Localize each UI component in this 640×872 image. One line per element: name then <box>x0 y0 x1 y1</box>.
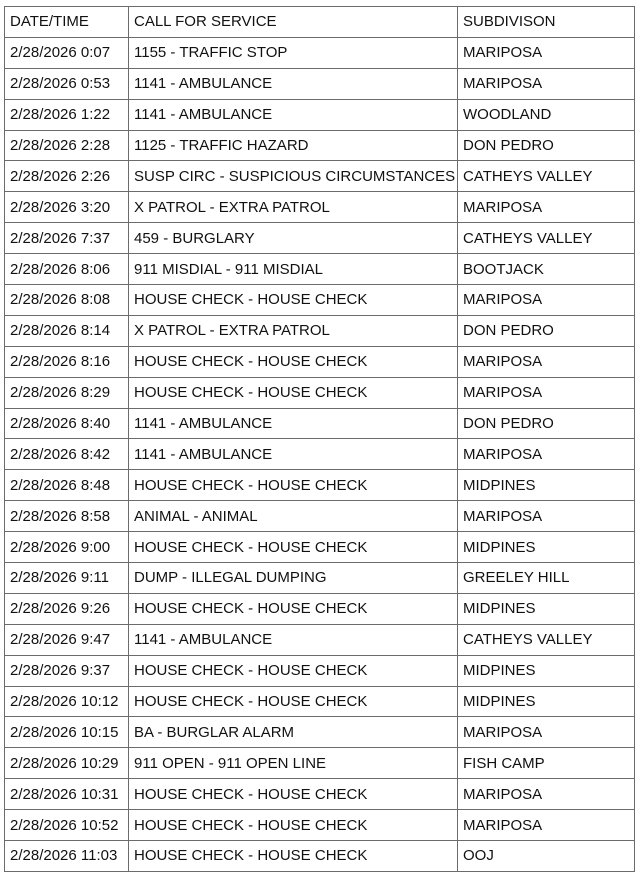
cell-subdivision: MARIPOSA <box>458 68 635 99</box>
cell-date-time: 2/28/2026 0:53 <box>5 68 129 99</box>
table-row <box>5 254 635 285</box>
cell-call-for-service: HOUSE CHECK - HOUSE CHECK <box>129 377 458 408</box>
cell-date-time: 2/28/2026 8:08 <box>5 285 129 316</box>
cell-subdivision: MARIPOSA <box>458 285 635 316</box>
cell-call-for-service: HOUSE CHECK - HOUSE CHECK <box>129 285 458 316</box>
table-row <box>5 377 635 408</box>
cell-subdivision: MIDPINES <box>458 470 635 501</box>
table-row <box>5 624 635 655</box>
cell-subdivision: BOOTJACK <box>458 254 635 285</box>
table-row <box>5 192 635 223</box>
table-row <box>5 717 635 748</box>
cell-date-time: 2/28/2026 9:26 <box>5 593 129 624</box>
cell-subdivision: CATHEYS VALLEY <box>458 161 635 192</box>
cell-subdivision: MARIPOSA <box>458 37 635 68</box>
table-row <box>5 315 635 346</box>
table-row <box>5 161 635 192</box>
cell-date-time: 2/28/2026 10:12 <box>5 686 129 717</box>
header-subdivision: SUBDIVISON <box>458 7 635 38</box>
cell-date-time: 2/28/2026 10:31 <box>5 779 129 810</box>
cell-date-time: 2/28/2026 8:42 <box>5 439 129 470</box>
cell-call-for-service: HOUSE CHECK - HOUSE CHECK <box>129 810 458 841</box>
cell-date-time: 2/28/2026 10:52 <box>5 810 129 841</box>
table-row <box>5 779 635 810</box>
cell-call-for-service: 1155 - TRAFFIC STOP <box>129 37 458 68</box>
cell-call-for-service: HOUSE CHECK - HOUSE CHECK <box>129 532 458 563</box>
cell-date-time: 2/28/2026 8:40 <box>5 408 129 439</box>
cell-subdivision: MIDPINES <box>458 686 635 717</box>
cell-subdivision: OOJ <box>458 841 635 872</box>
cell-date-time: 2/28/2026 10:29 <box>5 748 129 779</box>
table-row <box>5 563 635 594</box>
cell-subdivision: MARIPOSA <box>458 377 635 408</box>
header-row <box>5 7 635 38</box>
cell-call-for-service: HOUSE CHECK - HOUSE CHECK <box>129 779 458 810</box>
table-row <box>5 408 635 439</box>
cell-date-time: 2/28/2026 11:03 <box>5 841 129 872</box>
cell-call-for-service: 911 MISDIAL - 911 MISDIAL <box>129 254 458 285</box>
table-row <box>5 439 635 470</box>
cell-subdivision: FISH CAMP <box>458 748 635 779</box>
cell-subdivision: MARIPOSA <box>458 501 635 532</box>
table-row <box>5 99 635 130</box>
cell-call-for-service: BA - BURGLAR ALARM <box>129 717 458 748</box>
table-row <box>5 686 635 717</box>
header-call-for-service: CALL FOR SERVICE <box>129 7 458 38</box>
cell-subdivision: MARIPOSA <box>458 779 635 810</box>
cell-date-time: 2/28/2026 1:22 <box>5 99 129 130</box>
cell-call-for-service: 1141 - AMBULANCE <box>129 439 458 470</box>
cell-date-time: 2/28/2026 8:58 <box>5 501 129 532</box>
table-row <box>5 655 635 686</box>
cell-call-for-service: SUSP CIRC - SUSPICIOUS CIRCUMSTANCES <box>129 161 458 192</box>
cell-date-time: 2/28/2026 8:06 <box>5 254 129 285</box>
cell-subdivision: MARIPOSA <box>458 717 635 748</box>
table-row <box>5 470 635 501</box>
cell-subdivision: WOODLAND <box>458 99 635 130</box>
cell-date-time: 2/28/2026 8:29 <box>5 377 129 408</box>
cell-date-time: 2/28/2026 10:15 <box>5 717 129 748</box>
header-date-time: DATE/TIME <box>5 7 129 38</box>
cell-subdivision: CATHEYS VALLEY <box>458 223 635 254</box>
cell-subdivision: MIDPINES <box>458 655 635 686</box>
cell-date-time: 2/28/2026 3:20 <box>5 192 129 223</box>
cell-date-time: 2/28/2026 8:48 <box>5 470 129 501</box>
cell-date-time: 2/28/2026 2:28 <box>5 130 129 161</box>
cell-subdivision: CATHEYS VALLEY <box>458 624 635 655</box>
cell-call-for-service: 1141 - AMBULANCE <box>129 68 458 99</box>
cell-date-time: 2/28/2026 2:26 <box>5 161 129 192</box>
table-row <box>5 593 635 624</box>
cell-date-time: 2/28/2026 9:11 <box>5 563 129 594</box>
cell-call-for-service: HOUSE CHECK - HOUSE CHECK <box>129 686 458 717</box>
cell-call-for-service: X PATROL - EXTRA PATROL <box>129 192 458 223</box>
cell-subdivision: MARIPOSA <box>458 346 635 377</box>
cell-subdivision: MARIPOSA <box>458 810 635 841</box>
cell-call-for-service: HOUSE CHECK - HOUSE CHECK <box>129 655 458 686</box>
cell-subdivision: GREELEY HILL <box>458 563 635 594</box>
cell-date-time: 2/28/2026 0:07 <box>5 37 129 68</box>
table-header <box>5 7 635 38</box>
cell-call-for-service: 1141 - AMBULANCE <box>129 408 458 439</box>
cell-call-for-service: ANIMAL - ANIMAL <box>129 501 458 532</box>
cell-subdivision: DON PEDRO <box>458 130 635 161</box>
table-body <box>5 37 635 871</box>
cell-call-for-service: X PATROL - EXTRA PATROL <box>129 315 458 346</box>
table-row <box>5 223 635 254</box>
cell-call-for-service: HOUSE CHECK - HOUSE CHECK <box>129 470 458 501</box>
table-row <box>5 501 635 532</box>
cell-subdivision: DON PEDRO <box>458 315 635 346</box>
cell-date-time: 2/28/2026 9:37 <box>5 655 129 686</box>
cell-subdivision: MARIPOSA <box>458 439 635 470</box>
table-row <box>5 285 635 316</box>
cell-call-for-service: HOUSE CHECK - HOUSE CHECK <box>129 593 458 624</box>
cell-call-for-service: HOUSE CHECK - HOUSE CHECK <box>129 841 458 872</box>
table-row <box>5 37 635 68</box>
cell-call-for-service: 459 - BURGLARY <box>129 223 458 254</box>
cell-call-for-service: 911 OPEN - 911 OPEN LINE <box>129 748 458 779</box>
table-row <box>5 68 635 99</box>
table-row <box>5 130 635 161</box>
table-row <box>5 346 635 377</box>
cell-subdivision: DON PEDRO <box>458 408 635 439</box>
table-row <box>5 841 635 872</box>
cell-date-time: 2/28/2026 8:14 <box>5 315 129 346</box>
table-row <box>5 748 635 779</box>
cell-subdivision: MIDPINES <box>458 593 635 624</box>
call-log-table <box>4 6 635 872</box>
cell-subdivision: MIDPINES <box>458 532 635 563</box>
cell-call-for-service: HOUSE CHECK - HOUSE CHECK <box>129 346 458 377</box>
table-row <box>5 532 635 563</box>
cell-date-time: 2/28/2026 9:47 <box>5 624 129 655</box>
table-row <box>5 810 635 841</box>
cell-date-time: 2/28/2026 8:16 <box>5 346 129 377</box>
cell-call-for-service: 1141 - AMBULANCE <box>129 99 458 130</box>
cell-date-time: 2/28/2026 7:37 <box>5 223 129 254</box>
cell-call-for-service: 1125 - TRAFFIC HAZARD <box>129 130 458 161</box>
cell-date-time: 2/28/2026 9:00 <box>5 532 129 563</box>
cell-subdivision: MARIPOSA <box>458 192 635 223</box>
cell-call-for-service: 1141 - AMBULANCE <box>129 624 458 655</box>
cell-call-for-service: DUMP - ILLEGAL DUMPING <box>129 563 458 594</box>
